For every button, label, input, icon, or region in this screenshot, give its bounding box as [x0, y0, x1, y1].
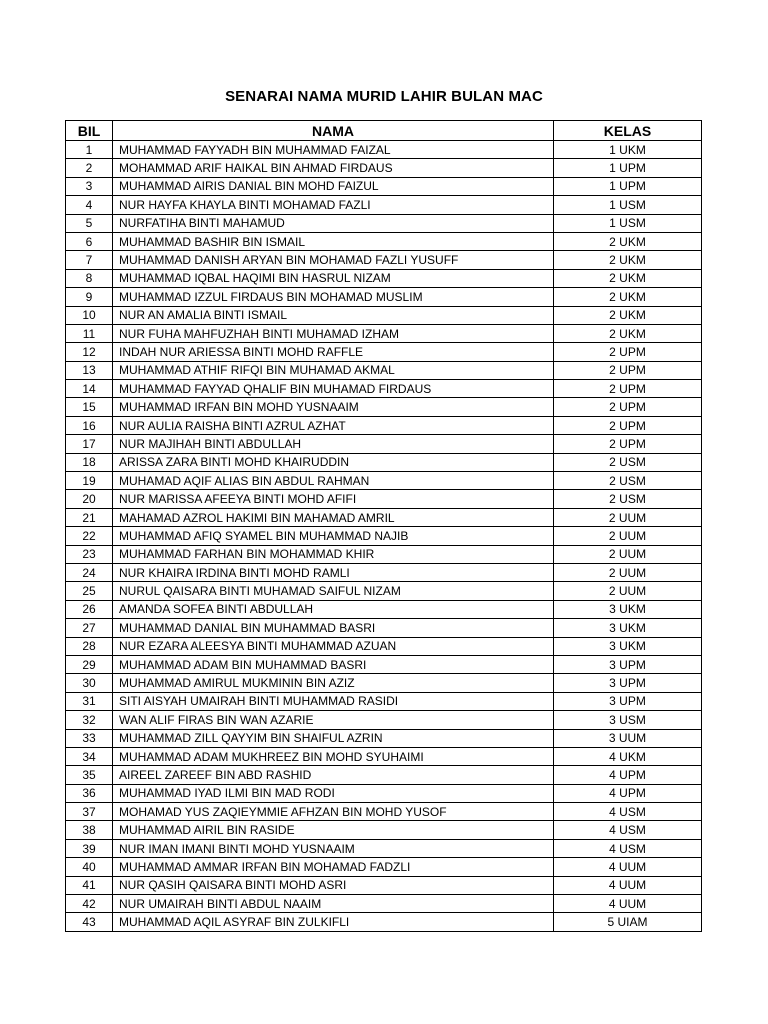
table-row — [66, 784, 702, 802]
class-name: 2 UKM — [554, 232, 702, 250]
table-row — [66, 766, 702, 784]
header-nama: NAMA — [113, 121, 554, 141]
table-row — [66, 839, 702, 857]
row-number: 34 — [66, 747, 113, 765]
row-number: 24 — [66, 563, 113, 581]
student-name: MUHAMMAD AIRIS DANIAL BIN MOHD FAIZUL — [113, 177, 554, 195]
table-row — [66, 895, 702, 913]
table-row — [66, 435, 702, 453]
student-name: MUHAMMAD IRFAN BIN MOHD YUSNAAIM — [113, 398, 554, 416]
class-name: 1 UKM — [554, 141, 702, 159]
table-row — [66, 490, 702, 508]
row-number: 7 — [66, 251, 113, 269]
class-name: 2 UPM — [554, 435, 702, 453]
row-number: 39 — [66, 839, 113, 857]
class-name: 2 USM — [554, 453, 702, 471]
row-number: 11 — [66, 324, 113, 342]
class-name: 2 UUM — [554, 527, 702, 545]
table-row — [66, 729, 702, 747]
row-number: 6 — [66, 232, 113, 250]
row-number: 9 — [66, 288, 113, 306]
class-name: 3 UUM — [554, 729, 702, 747]
row-number: 8 — [66, 269, 113, 287]
student-table — [65, 120, 702, 932]
row-number: 40 — [66, 858, 113, 876]
table-row — [66, 453, 702, 471]
class-name: 3 UPM — [554, 674, 702, 692]
row-number: 15 — [66, 398, 113, 416]
student-name: MOHAMAD YUS ZAQIEYMMIE AFHZAN BIN MOHD YUSOF — [113, 803, 554, 821]
table-row — [66, 619, 702, 637]
student-name: MUHAMMAD BASHIR BIN ISMAIL — [113, 232, 554, 250]
table-row — [66, 563, 702, 581]
student-name: AIREEL ZAREEF BIN ABD RASHID — [113, 766, 554, 784]
table-row — [66, 655, 702, 673]
student-name: NUR QASIH QAISARA BINTI MOHD ASRI — [113, 876, 554, 894]
row-number: 36 — [66, 784, 113, 802]
header-bil: BIL — [66, 121, 113, 141]
table-row — [66, 674, 702, 692]
class-name: 4 UKM — [554, 747, 702, 765]
row-number: 25 — [66, 582, 113, 600]
row-number: 3 — [66, 177, 113, 195]
table-row — [66, 159, 702, 177]
table-row — [66, 288, 702, 306]
class-name: 2 UUM — [554, 545, 702, 563]
row-number: 30 — [66, 674, 113, 692]
student-name: MUHAMMAD FAYYADH BIN MUHAMMAD FAIZAL — [113, 141, 554, 159]
table-row — [66, 306, 702, 324]
class-name: 2 USM — [554, 490, 702, 508]
student-name: NUR FUHA MAHFUZHAH BINTI MUHAMAD IZHAM — [113, 324, 554, 342]
table-row — [66, 196, 702, 214]
student-name: MUHAMMAD FAYYAD QHALIF BIN MUHAMAD FIRDAUS — [113, 380, 554, 398]
student-name: INDAH NUR ARIESSA BINTI MOHD RAFFLE — [113, 343, 554, 361]
class-name: 2 UUM — [554, 563, 702, 581]
class-name: 2 UUM — [554, 582, 702, 600]
row-number: 17 — [66, 435, 113, 453]
table-row — [66, 398, 702, 416]
row-number: 20 — [66, 490, 113, 508]
row-number: 35 — [66, 766, 113, 784]
class-name: 2 UUM — [554, 508, 702, 526]
row-number: 37 — [66, 803, 113, 821]
table-body — [66, 141, 702, 932]
class-name: 2 UKM — [554, 251, 702, 269]
row-number: 28 — [66, 637, 113, 655]
class-name: 4 UUM — [554, 858, 702, 876]
student-name: NURFATIHA BINTI MAHAMUD — [113, 214, 554, 232]
table-row — [66, 324, 702, 342]
row-number: 21 — [66, 508, 113, 526]
header-kelas: KELAS — [554, 121, 702, 141]
row-number: 27 — [66, 619, 113, 637]
student-name: MOHAMMAD ARIF HAIKAL BIN AHMAD FIRDAUS — [113, 159, 554, 177]
row-number: 10 — [66, 306, 113, 324]
student-name: ARISSA ZARA BINTI MOHD KHAIRUDDIN — [113, 453, 554, 471]
class-name: 4 USM — [554, 839, 702, 857]
class-name: 3 UKM — [554, 600, 702, 618]
row-number: 12 — [66, 343, 113, 361]
class-name: 2 UPM — [554, 343, 702, 361]
student-name: MUHAMMAD AIRIL BIN RASIDE — [113, 821, 554, 839]
class-name: 5 UIAM — [554, 913, 702, 931]
student-name: SITI AISYAH UMAIRAH BINTI MUHAMMAD RASIDI — [113, 692, 554, 710]
row-number: 38 — [66, 821, 113, 839]
class-name: 4 USM — [554, 803, 702, 821]
row-number: 13 — [66, 361, 113, 379]
table-row — [66, 508, 702, 526]
row-number: 2 — [66, 159, 113, 177]
student-name: MUHAMMAD AQIL ASYRAF BIN ZULKIFLI — [113, 913, 554, 931]
student-name: MUHAMMAD DANISH ARYAN BIN MOHAMAD FAZLI YUSUFF — [113, 251, 554, 269]
row-number: 26 — [66, 600, 113, 618]
student-name: MUHAMMAD AMIRUL MUKMININ BIN AZIZ — [113, 674, 554, 692]
page-title: SENARAI NAMA MURID LAHIR BULAN MAC — [225, 88, 543, 105]
student-name: NURUL QAISARA BINTI MUHAMAD SAIFUL NIZAM — [113, 582, 554, 600]
class-name: 3 USM — [554, 711, 702, 729]
table-row — [66, 747, 702, 765]
class-name: 2 UKM — [554, 324, 702, 342]
class-name: 1 USM — [554, 214, 702, 232]
student-name: NUR MAJIHAH BINTI ABDULLAH — [113, 435, 554, 453]
class-name: 1 USM — [554, 196, 702, 214]
row-number: 33 — [66, 729, 113, 747]
row-number: 41 — [66, 876, 113, 894]
class-name: 2 UPM — [554, 398, 702, 416]
row-number: 31 — [66, 692, 113, 710]
table-row — [66, 545, 702, 563]
row-number: 42 — [66, 895, 113, 913]
table-row — [66, 582, 702, 600]
student-name: MUHAMMAD IQBAL HAQIMI BIN HASRUL NIZAM — [113, 269, 554, 287]
class-name: 1 UPM — [554, 159, 702, 177]
table-row — [66, 361, 702, 379]
table-row — [66, 214, 702, 232]
row-number: 29 — [66, 655, 113, 673]
class-name: 2 UPM — [554, 416, 702, 434]
table-row — [66, 692, 702, 710]
row-number: 1 — [66, 141, 113, 159]
class-name: 2 UKM — [554, 288, 702, 306]
class-name: 3 UKM — [554, 637, 702, 655]
class-name: 1 UPM — [554, 177, 702, 195]
student-name: MUHAMMAD DANIAL BIN MUHAMMAD BASRI — [113, 619, 554, 637]
student-name: NUR MARISSA AFEEYA BINTI MOHD AFIFI — [113, 490, 554, 508]
table-row — [66, 232, 702, 250]
student-name: NUR IMAN IMANI BINTI MOHD YUSNAAIM — [113, 839, 554, 857]
class-name: 2 UKM — [554, 269, 702, 287]
table-row — [66, 141, 702, 159]
table-row — [66, 472, 702, 490]
student-name: MUHAMMAD AMMAR IRFAN BIN MOHAMAD FADZLI — [113, 858, 554, 876]
class-name: 2 USM — [554, 472, 702, 490]
table-row — [66, 380, 702, 398]
student-name: MUHAMMAD ADAM MUKHREEZ BIN MOHD SYUHAIMI — [113, 747, 554, 765]
student-name: NUR EZARA ALEESYA BINTI MUHAMMAD AZUAN — [113, 637, 554, 655]
class-name: 4 UPM — [554, 766, 702, 784]
class-name: 4 USM — [554, 821, 702, 839]
row-number: 23 — [66, 545, 113, 563]
table-header — [66, 121, 702, 141]
row-number: 5 — [66, 214, 113, 232]
row-number: 43 — [66, 913, 113, 931]
table-row — [66, 269, 702, 287]
table-row — [66, 251, 702, 269]
student-name: WAN ALIF FIRAS BIN WAN AZARIE — [113, 711, 554, 729]
row-number: 32 — [66, 711, 113, 729]
class-name: 2 UPM — [554, 361, 702, 379]
student-name: MUHAMMAD ATHIF RIFQI BIN MUHAMAD AKMAL — [113, 361, 554, 379]
class-name: 4 UUM — [554, 876, 702, 894]
student-name: NUR KHAIRA IRDINA BINTI MOHD RAMLI — [113, 563, 554, 581]
table-row — [66, 711, 702, 729]
student-name: MAHAMAD AZROL HAKIMI BIN MAHAMAD AMRIL — [113, 508, 554, 526]
class-name: 2 UPM — [554, 380, 702, 398]
student-name: NUR HAYFA KHAYLA BINTI MOHAMAD FAZLI — [113, 196, 554, 214]
class-name: 3 UPM — [554, 655, 702, 673]
table-row — [66, 416, 702, 434]
table-row — [66, 600, 702, 618]
student-name: MUHAMMAD FARHAN BIN MOHAMMAD KHIR — [113, 545, 554, 563]
student-name: MUHAMMAD IYAD ILMI BIN MAD RODI — [113, 784, 554, 802]
table-row — [66, 527, 702, 545]
table-row — [66, 821, 702, 839]
table-row — [66, 876, 702, 894]
class-name: 3 UPM — [554, 692, 702, 710]
student-name: MUHAMMAD AFIQ SYAMEL BIN MUHAMMAD NAJIB — [113, 527, 554, 545]
row-number: 19 — [66, 472, 113, 490]
student-name: NUR AN AMALIA BINTI ISMAIL — [113, 306, 554, 324]
table-row — [66, 177, 702, 195]
student-name: MUHAMMAD ADAM BIN MUHAMMAD BASRI — [113, 655, 554, 673]
student-name: NUR AULIA RAISHA BINTI AZRUL AZHAT — [113, 416, 554, 434]
row-number: 18 — [66, 453, 113, 471]
table-row — [66, 858, 702, 876]
student-name: MUHAMAD AQIF ALIAS BIN ABDUL RAHMAN — [113, 472, 554, 490]
class-name: 2 UKM — [554, 306, 702, 324]
row-number: 14 — [66, 380, 113, 398]
header-row — [66, 121, 702, 141]
row-number: 16 — [66, 416, 113, 434]
row-number: 4 — [66, 196, 113, 214]
table-row — [66, 803, 702, 821]
class-name: 3 UKM — [554, 619, 702, 637]
student-name: MUHAMMAD ZILL QAYYIM BIN SHAIFUL AZRIN — [113, 729, 554, 747]
student-name: NUR UMAIRAH BINTI ABDUL NAAIM — [113, 895, 554, 913]
student-name: AMANDA SOFEA BINTI ABDULLAH — [113, 600, 554, 618]
class-name: 4 UUM — [554, 895, 702, 913]
table-row — [66, 913, 702, 931]
row-number: 22 — [66, 527, 113, 545]
table-row — [66, 637, 702, 655]
table-row — [66, 343, 702, 361]
class-name: 4 UPM — [554, 784, 702, 802]
student-name: MUHAMMAD IZZUL FIRDAUS BIN MOHAMAD MUSLIM — [113, 288, 554, 306]
